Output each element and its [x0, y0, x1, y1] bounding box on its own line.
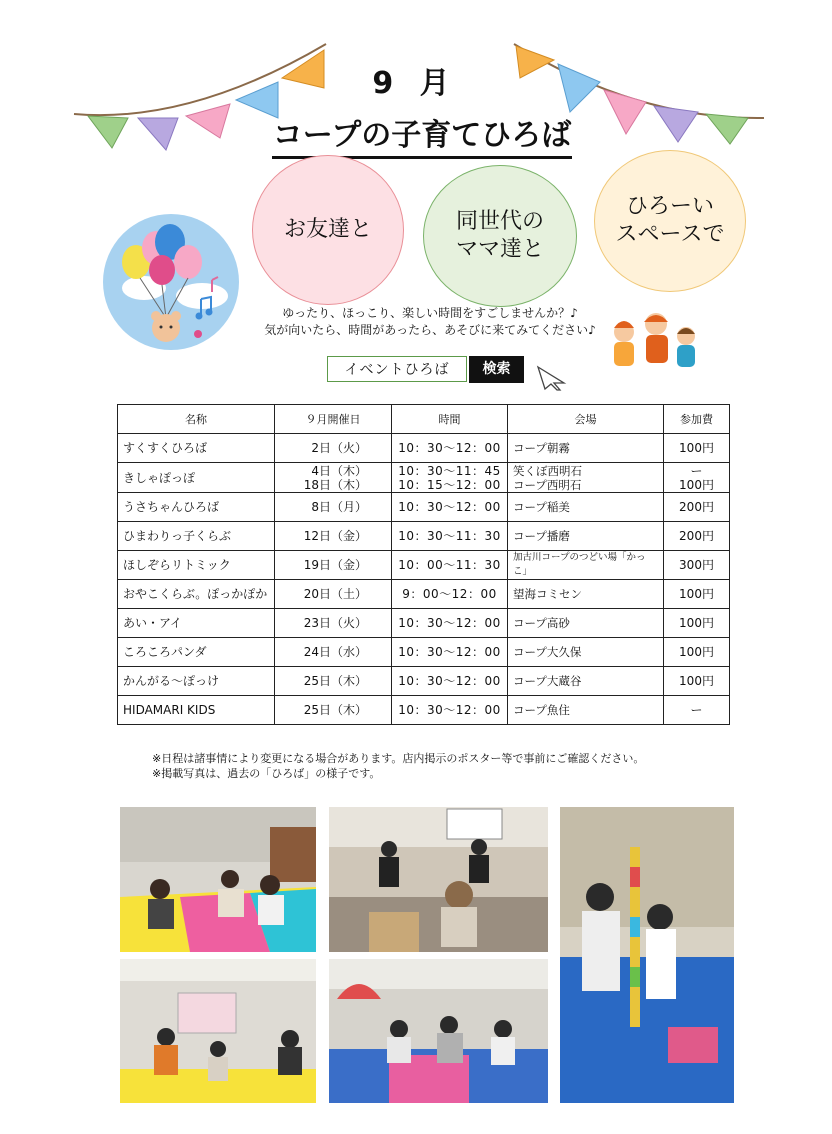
cell-time: 10：30～12：00 — [392, 493, 508, 522]
cell-place: コープ魚住 — [508, 696, 664, 725]
cell-name: あい・アイ — [118, 609, 275, 638]
photo-block-tower — [560, 807, 734, 1103]
cell-time: 10：30～11：45 10：15～12：00 — [392, 463, 508, 493]
note-line: ※掲載写真は、過去の「ひろば」の様子です。 — [152, 767, 381, 780]
cell-fee: 300円 — [664, 551, 730, 580]
cell-date: 2日（火） — [275, 434, 392, 463]
cell-name: すくすくひろば — [118, 434, 275, 463]
feature-circle-moms: 同世代の ママ達と — [423, 165, 577, 307]
photo-play-area — [329, 959, 548, 1103]
cell-fee: ー 100円 — [664, 463, 730, 493]
cell-name: ひまわりっ子くらぶ — [118, 522, 275, 551]
table-row — [118, 463, 730, 493]
cell-fee: 100円 — [664, 609, 730, 638]
cell-fee: 100円 — [664, 638, 730, 667]
cell-place: コープ大久保 — [508, 638, 664, 667]
cell-name: ころころパンダ — [118, 638, 275, 667]
header-place: 会場 — [508, 405, 664, 434]
cell-place: 望海コミセン — [508, 580, 664, 609]
cell-name: ほしぞらリトミック — [118, 551, 275, 580]
table-header-row — [118, 405, 730, 434]
header-fee: 参加費 — [664, 405, 730, 434]
cell-time: 10：30～12：00 — [392, 696, 508, 725]
header-time: 時間 — [392, 405, 508, 434]
cell-fee: 100円 — [664, 667, 730, 696]
cell-time: 10：30～12：00 — [392, 434, 508, 463]
table-row — [118, 522, 730, 551]
photo-storytime — [120, 959, 316, 1103]
intro-line: ゆったり、ほっこり、楽しい時間をすごしませんか？♪ — [282, 306, 578, 320]
music-note-icon — [193, 295, 215, 321]
search-button[interactable]: 検索 — [469, 356, 524, 383]
cell-fee: 200円 — [664, 493, 730, 522]
search-input[interactable]: イベントひろば — [327, 356, 467, 382]
children-icon — [606, 308, 706, 374]
header-name: 名称 — [118, 405, 275, 434]
cell-name: うさちゃんひろば — [118, 493, 275, 522]
cell-name: きしゃぽっぽ — [118, 463, 275, 493]
cell-time: 10：30～12：00 — [392, 638, 508, 667]
notes — [152, 751, 752, 781]
cell-date: 19日（金） — [275, 551, 392, 580]
table-row — [118, 696, 730, 725]
table-row — [118, 580, 730, 609]
month-heading: 9 月 — [372, 66, 458, 101]
cell-fee: ー — [664, 696, 730, 725]
cell-fee: 100円 — [664, 580, 730, 609]
cell-name: かんがる～ぽっけ — [118, 667, 275, 696]
cell-place: コープ高砂 — [508, 609, 664, 638]
cell-name: HIDAMARI KIDS — [118, 696, 275, 725]
table-row — [118, 638, 730, 667]
header-date: ９月開催日 — [275, 405, 392, 434]
cell-time: 10：30～12：00 — [392, 667, 508, 696]
table-row — [118, 551, 730, 580]
table-row — [118, 609, 730, 638]
cell-time: 9：00～12：00 — [392, 580, 508, 609]
cell-place: コープ朝霧 — [508, 434, 664, 463]
cell-place: コープ大蔵谷 — [508, 667, 664, 696]
cursor-arrow-icon — [536, 365, 568, 391]
page-title: コープの子育てひろば — [272, 110, 572, 159]
cell-time: 10：30～12：00 — [392, 609, 508, 638]
cell-time: 10：00～11：30 — [392, 551, 508, 580]
photo-playmat-room — [120, 807, 316, 952]
cell-name: おやこくらぶ。ぽっかぽか — [118, 580, 275, 609]
cell-date: 4日（木） 18日（木） — [275, 463, 392, 493]
feature-circle-space: ひろーい スペースで — [594, 150, 746, 292]
intro-line: 気が向いたら、時間があったら、あそびに来てみてください♪ — [264, 323, 596, 337]
schedule-table — [117, 404, 730, 725]
table-row — [118, 667, 730, 696]
intro-text — [230, 305, 630, 339]
cell-date: 24日（水） — [275, 638, 392, 667]
cell-date: 12日（金） — [275, 522, 392, 551]
table-row — [118, 434, 730, 463]
cell-date: 25日（木） — [275, 696, 392, 725]
cell-place: 笑くぼ西明石 コープ西明石 — [508, 463, 664, 493]
note-line: ※日程は諸事情により変更になる場合があります。店内掲示のポスター等で事前にご確認ください。 — [152, 752, 645, 765]
cell-time: 10：30～11：30 — [392, 522, 508, 551]
photo-group-circle — [329, 807, 548, 952]
feature-circle-friends: お友達と — [252, 155, 404, 305]
cell-date: 8日（月） — [275, 493, 392, 522]
cell-date: 23日（火） — [275, 609, 392, 638]
cell-date: 25日（木） — [275, 667, 392, 696]
balloon-bear-icon — [100, 210, 242, 360]
cell-fee: 200円 — [664, 522, 730, 551]
cell-place: 加古川コープのつどい場「かっこ」 — [508, 551, 664, 580]
table-row — [118, 493, 730, 522]
cell-date: 20日（土） — [275, 580, 392, 609]
cell-fee: 100円 — [664, 434, 730, 463]
cell-place: コープ稲美 — [508, 493, 664, 522]
cell-place: コープ播磨 — [508, 522, 664, 551]
